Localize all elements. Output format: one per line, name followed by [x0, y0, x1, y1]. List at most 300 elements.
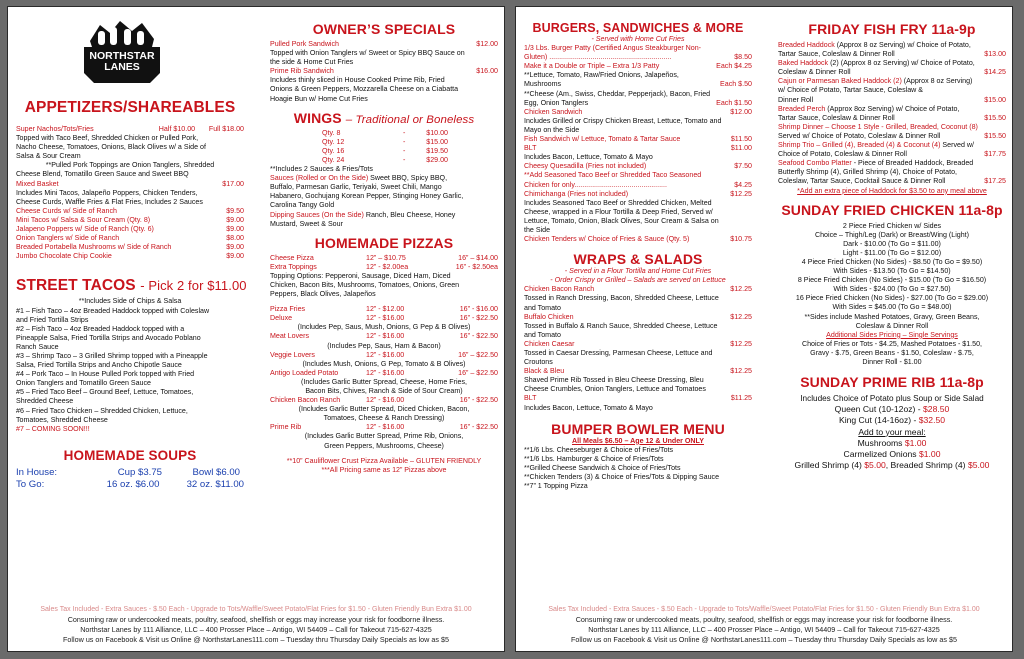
appetizer-item	[16, 207, 244, 216]
wrap-line	[524, 385, 752, 394]
nachos-row	[16, 125, 244, 134]
wrap-line	[524, 376, 752, 385]
chicken-line: With Sides - $13.50 (To Go = $14.50)	[833, 267, 951, 276]
burger-line-price: $12.25	[730, 189, 752, 198]
burger-line-text: Cheesy Quesadilla (Fries not included)	[524, 162, 647, 171]
fish-line-text	[778, 41, 971, 50]
pizza-12: 12” – $10.75	[366, 253, 406, 262]
pizza-desc: (Includes Pep, Saus, Ham & Bacon)	[327, 341, 441, 350]
fish-line-text	[778, 105, 959, 114]
burger-line	[524, 217, 752, 226]
fish-line-text	[778, 168, 957, 177]
pizza-name: Meat Lovers	[270, 332, 310, 341]
burger-line	[524, 135, 752, 144]
burger-line-price: Each $4.25	[716, 62, 752, 71]
wrap-line-text: Croutons	[524, 358, 553, 367]
shrimp-addon	[778, 460, 1006, 471]
taco-line: #4 – Pork Taco – In House Pulled Pork topped with Fried	[16, 370, 195, 379]
bowler-item: **1/6 Lbs. Cheeseburger & Choice of Fries/Tots	[524, 445, 674, 454]
wrap-line	[524, 404, 752, 413]
wraps-subtitle-1: - Served in a Flour Tortilla and Home Cut Fries	[564, 267, 712, 276]
fish-line-text	[778, 96, 813, 105]
wings-title-text: WINGS	[293, 109, 342, 126]
burger-line	[524, 144, 752, 153]
pizza-16: 16” – $14.00	[458, 253, 498, 262]
add-to-meal: Add to your meal:	[858, 426, 926, 437]
wraps-list	[524, 285, 752, 412]
wings-qty: Qty. 12	[322, 137, 345, 146]
wrap-line-text: Includes Bacon, Lettuce, Tomato & Mayo	[524, 403, 653, 412]
pizza-12: 12” - $12.00	[366, 305, 405, 314]
bowler-subtitle: All Meals $6.50 – Age 12 & Under ONLY	[572, 436, 704, 445]
fish-item-desc: Coleslaw & Dinner Roll	[778, 68, 851, 77]
burger-line	[524, 190, 752, 199]
soups-to-go-row	[16, 479, 244, 491]
fish-line	[778, 105, 1006, 114]
fish-line-text	[778, 177, 945, 186]
nachos-full: Full $18.00	[208, 125, 244, 133]
mushrooms-price: $1.00	[904, 437, 927, 448]
fish-item-desc: Tartar Sauce, Coleslaw & Dinner Roll	[778, 113, 895, 122]
footer-tax-line: Sales Tax Included - Extra Sauces - $.50 Each - Upgrade to Tots/Waffle/Sweet Potato/Flat Fries for $1.50 - Gluten Friendly Bun Extra $1.00	[40, 606, 472, 613]
wrap-line	[524, 358, 752, 367]
wraps-title: WRAPS & SALADS	[573, 251, 703, 268]
fish-line	[778, 159, 1006, 168]
burger-line-price: $11.00	[730, 144, 752, 153]
pizza-name: Deluxe	[270, 314, 293, 323]
wings-qty-row	[270, 156, 498, 165]
footer-warning-line: Consuming raw or undercooked meats, poultry, seafood, shellfish or eggs may increase your risk for foodborne illness.	[67, 615, 445, 624]
mushrooms-label: Mushrooms	[857, 437, 905, 448]
burger-line	[524, 62, 752, 71]
burgers-title: BURGERS, SANDWICHES & MORE	[532, 21, 744, 35]
street-tacos-title-text: STREET TACOS	[16, 277, 136, 295]
svg-text:LANES: LANES	[104, 61, 140, 73]
burger-line-text: Chicken for only...............................................	[524, 180, 667, 189]
chicken-line: With Sides = $45.00 (To Go = $48.00)	[832, 303, 952, 312]
cauliflower-note: **10” Cauliflower Crust Pizza Available – GLUTEN FRIENDLY	[286, 456, 482, 465]
special-price: $12.00	[476, 40, 498, 48]
wings-sauces-2: Buffalo, Parmesan Garlic, Teriyaki, Sweet Chili, Mango	[270, 183, 442, 192]
pizza-row	[270, 332, 498, 341]
wings-qty: Qty. 16	[322, 146, 345, 155]
fish-item-desc: Dinner Roll	[778, 95, 814, 104]
wrap-line-price: $12.25	[730, 312, 752, 321]
pizza-desc: (Includes Pep, Saus, Mush, Onions, G Pep & B Olives)	[297, 323, 471, 332]
burger-line-price: Each $1.50	[716, 98, 752, 107]
nachos-name: Super Nachos/Tots/Fries	[16, 125, 94, 133]
right-page-column-2	[778, 15, 1006, 471]
fish-fry-title: FRIDAY FISH FRY 11a-9p	[808, 21, 976, 37]
wrap-line-price: $12.25	[730, 285, 752, 294]
bowler-item: **Chicken Tenders (3) & Choice of Fries/Tots & Dipping Sauce	[524, 473, 720, 482]
taco-line: Ranch Sauce	[16, 342, 59, 351]
wrap-line-price: $12.25	[730, 367, 752, 376]
taco-line: Onion Tanglers and Tomatillo Green Sauce	[16, 379, 151, 388]
wings-sauces-1	[270, 174, 498, 183]
footer-warning-line: Consuming raw or undercooked meats, poultry, seafood, shellfish or eggs may increase your risk for foodborne illness.	[575, 615, 953, 624]
taco-line: #5 – Fried Taco Beef – Ground Beef, Lettuce, Tomatoes,	[16, 388, 194, 397]
sides-line: Dinner Roll - $1.00	[862, 358, 922, 366]
appetizer-item	[16, 225, 244, 234]
footer-address-line: Northstar Lanes by 111 Alliance, LLC – 400 Prosser Place – Antigo, WI 54409 – Call for Takeout 715-627-4325	[80, 625, 432, 634]
pizza-name: Prime Rib	[270, 423, 302, 432]
fish-item-name: Cajun or Parmesan Baked Haddock (2)	[778, 77, 902, 86]
pizza-16: 16” – $22.50	[458, 368, 498, 377]
appetizer-name: Breaded Portabella Mushrooms w/ Side of Ranch	[16, 243, 172, 252]
queen-cut-price: $28.50	[923, 404, 950, 415]
burger-line-price: $11.50	[730, 135, 752, 144]
king-cut-label: King Cut (14-16oz) -	[838, 415, 919, 426]
wrap-line	[524, 340, 752, 349]
wings-dipping-1	[270, 211, 498, 220]
soups-in-house-cup: Cup $3.75	[117, 466, 162, 478]
chicken-line: With Sides - $24.00 (To Go = $27.50)	[833, 285, 951, 294]
wings-sauces-text: Sweet BBQ, Spicy BBQ,	[368, 174, 448, 183]
appetizer-name: Jalapeno Poppers w/ Side of Ranch (Qty. 6)	[16, 225, 154, 234]
prime-rib-title: SUNDAY PRIME RIB 11a-8p	[800, 374, 984, 391]
burger-line-text: Egg, Onion Tanglers	[524, 98, 589, 107]
wings-sauces-3: Habanero, Gochujang Korean Pepper, Stinging Honey Garlic,	[270, 192, 464, 201]
bowler-item: **7” 1 Topping Pizza	[524, 482, 588, 491]
chicken-line: 2 Piece Fried Chicken w/ Sides	[842, 221, 942, 230]
wings-price: $29.00	[426, 155, 448, 164]
pizza-12: 12” - $16.00	[366, 423, 405, 432]
burger-line-text: 1/3 Lbs. Burger Patty (Certified Angus Steakburger Non-	[524, 44, 702, 53]
fish-line	[778, 141, 1006, 150]
wrap-line-text: BLT	[524, 394, 537, 403]
wrap-line-text: and Tomato	[524, 330, 561, 339]
fish-item-price: $17.75	[984, 150, 1006, 159]
wrap-line	[524, 331, 752, 340]
pizza-12: 12” - $16.00	[366, 368, 405, 377]
appetizer-price: $8.00	[226, 234, 244, 243]
wrap-line-text: Shaved Prime Rib Tossed in Bleu Cheese Dressing, Bleu	[524, 376, 704, 385]
wrap-line	[524, 322, 752, 331]
burger-line-text: Includes Seasoned Taco Beef or Shredded Chicken, Melted	[524, 198, 712, 207]
fish-line-text	[778, 114, 895, 123]
fish-item-desc: (Approx 8 oz Serving)	[901, 77, 973, 86]
chicken-line: Choice – Thigh/Leg (Dark) or Breast/Wing (Light)	[814, 230, 970, 239]
pizzas-title: HOMEMADE PIZZAS	[314, 234, 454, 251]
burger-line-text: Chimichanga (Fries not included)	[524, 189, 629, 198]
appetizer-price: $9.00	[226, 243, 244, 252]
burgers-subtitle: - Served with Home Cut Fries	[591, 35, 685, 43]
special-desc: the side & Home Cut Fries	[270, 58, 354, 67]
footer-address-line: Northstar Lanes by 111 Alliance, LLC – 400 Prosser Place – Antigo, WI 54409 – Call for Takeout 715-627-4325	[588, 625, 940, 634]
fish-line-text	[778, 77, 972, 86]
fried-chicken-title: SUNDAY FRIED CHICKEN 11a-8p	[781, 201, 1003, 218]
pizza-desc: Green Peppers, Mushrooms, Cheese)	[324, 441, 444, 450]
pizza-name: Pizza Fries	[270, 305, 306, 314]
pizza-desc: (Includes Mush, Onions, G Pep, Tomato & B Olives)	[302, 359, 466, 368]
special-desc: Includes thinly sliced in House Cooked Prime Rib, Fried	[270, 76, 445, 85]
appetizer-price: $9.50	[226, 206, 244, 215]
pizza-name: Veggie Lovers	[270, 350, 315, 359]
fish-item-name: Breaded Perch	[778, 104, 826, 113]
pricing-note: ***All Pricing same as 12” Pizzas above	[321, 465, 447, 474]
burger-line-price: $10.75	[730, 235, 752, 244]
burger-line-text: Cheese, wrapped in a Flour Tortilla & Deep Fried, Served w/	[524, 207, 713, 216]
special-name: Pulled Pork Sandwich	[270, 40, 340, 48]
left-page-column-1	[16, 15, 247, 491]
fish-line	[778, 59, 1006, 68]
wrap-line-text: and Tomato	[524, 303, 561, 312]
fish-line	[778, 150, 1006, 159]
fish-item-desc: (Approx 8 oz Serving) w/ Choice of Potato,	[834, 41, 971, 49]
wings-dipping-text: Ranch, Bleu Cheese, Honey	[363, 210, 456, 219]
toppings-desc: Peppers, Black Olives, Jalapeños	[270, 290, 376, 299]
taco-line: and Fried Tortilla Strips	[16, 315, 89, 324]
king-cut	[778, 415, 1006, 426]
fish-line	[778, 41, 1006, 50]
pizza-desc: Bacon Bits, Chives, Ranch & Side of Sour Cream)	[305, 387, 463, 395]
wrap-line-text: Tossed in Buffalo & Ranch Sauce, Shredded Cheese, Lettuce	[524, 321, 718, 330]
appetizer-name: Jumbo Chocolate Chip Cookie	[16, 252, 112, 261]
pizza-16: 16” - $22.50	[459, 314, 498, 323]
special-desc: Hoagie Bun w/ Home Cut Fries	[270, 94, 368, 103]
burger-line-text: Includes Grilled or Crispy Chicken Breast, Lettuce, Tomato and	[524, 116, 722, 125]
left-footer	[8, 605, 504, 645]
taco-line: Salsa, Fried Tortilla Strips and Ancho Chipotle Sauce	[16, 361, 182, 370]
burger-line-text: Make it a Double or Triple – Extra 1/3 Patty	[524, 62, 660, 71]
special-item	[270, 40, 498, 49]
wrap-line-text: Buffalo Chicken	[524, 312, 574, 321]
fish-item-price: $14.25	[984, 68, 1006, 77]
fish-line-text	[778, 159, 973, 168]
onions-addon	[778, 449, 1006, 460]
fish-line	[778, 86, 1006, 95]
soups-table	[16, 467, 244, 491]
breaded-shrimp-label: , Breaded Shrimp (4)	[885, 460, 968, 471]
sides-pricing-title: Additional Sides Pricing – Single Servings	[826, 330, 958, 339]
fish-line-text	[778, 50, 895, 59]
burger-line	[524, 71, 752, 80]
pizza-16: 16” - $2.50ea	[455, 262, 498, 271]
fish-item-desc: - Piece of Breaded Haddock, Breaded	[851, 159, 974, 168]
wrap-line-text: Chicken Bacon Ranch	[524, 285, 595, 294]
burger-line-price: Each $.50	[720, 80, 752, 89]
pizza-desc: (Includes Garlic Butter Spread, Diced Chicken, Bacon,	[298, 405, 470, 414]
pizza-name: Chicken Bacon Ranch	[270, 396, 341, 405]
burger-line	[524, 53, 752, 62]
wings-sauces-4: Carolina Tangy Gold	[270, 201, 335, 210]
fish-item-name: Shrimp Trio – Grilled (4), Breaded (4) & Coconut (4)	[778, 141, 941, 150]
burger-line-price: $7.50	[734, 162, 752, 171]
burger-line-text: **Add Seasoned Taco Beef or Shredded Taco Seasoned	[524, 171, 702, 180]
wrap-line-text: Cheese Crumbles, Onion Tanglers, Lettuce and Tomatoes	[524, 385, 706, 394]
burger-line-price: $8.50	[734, 53, 752, 62]
pizza-row	[270, 396, 498, 405]
pizza-16: 16” – $22.50	[458, 350, 498, 359]
burger-line	[524, 226, 752, 235]
fish-item-price: $17.25	[984, 177, 1006, 186]
chicken-line: **Sides include Mashed Potatoes, Gravy, Green Beans,	[804, 312, 980, 321]
appetizer-item	[16, 252, 244, 261]
burger-line-text: **Cheese (Am., Swiss, Cheddar, Pepperjack), Bacon, Fried	[524, 89, 711, 98]
taco-line: #2 – Fish Taco – 4oz Breaded Haddock topped with a	[16, 324, 185, 333]
sides-line: Choice of Fries or Tots - $4.25, Mashed Potatoes - $1.50,	[801, 339, 983, 348]
fish-line	[778, 50, 1006, 59]
wings-qty-row	[270, 138, 498, 147]
nachos-desc-3: Salsa & Sour Cream	[16, 152, 81, 161]
wings-title-sub: – Traditional or Boneless	[345, 113, 475, 126]
fish-line-text	[778, 86, 923, 95]
fish-line	[778, 123, 1006, 132]
taco-line: #6 – Fried Taco Chicken – Shredded Chicken, Lettuce,	[16, 406, 188, 415]
burger-line	[524, 99, 752, 108]
toppings-desc: Topping Options: Pepperoni, Sausage, Diced Ham, Diced	[270, 271, 451, 280]
pizza-name: Antigo Loaded Potato	[270, 368, 339, 377]
fish-line-text	[778, 150, 907, 159]
soups-to-go-label: To Go:	[16, 478, 45, 490]
taco-line: #7 – COMING SOON!!!	[16, 424, 90, 433]
special-name: Prime Rib Sandwich	[270, 67, 334, 76]
nachos-desc-1: Topped with Taco Beef, Shredded Chicken or Pulled Pork,	[16, 134, 199, 143]
burger-line	[524, 108, 752, 117]
pizza-row	[270, 305, 498, 314]
fish-item-price: $15.50	[984, 131, 1006, 140]
pizza-16: 16” - $22.50	[459, 332, 498, 341]
pizza-16: 16” - $22.50	[459, 396, 498, 405]
wrap-line-price: $11.25	[730, 394, 752, 403]
pizza-row	[270, 254, 498, 263]
burger-line-text: **Lettuce, Tomato, Raw/Fried Onions, Jalapeños,	[524, 71, 679, 80]
pizza-row	[270, 314, 498, 323]
pizza-name: Cheese Pizza	[270, 253, 314, 262]
owners-specials-title: OWNER’S SPECIALS	[312, 21, 456, 37]
burger-line	[524, 235, 752, 244]
pizza-name: Extra Toppings	[270, 262, 317, 271]
mushrooms-addon	[778, 438, 1006, 449]
wings-dash: -	[402, 137, 406, 146]
soups-in-house-label: In House:	[16, 466, 58, 478]
pizza-row	[270, 351, 498, 360]
appetizer-price: $9.00	[226, 215, 244, 224]
fish-item-price: $13.00	[984, 50, 1006, 59]
soups-title: HOMEMADE SOUPS	[63, 447, 197, 463]
fish-line-text	[778, 68, 851, 77]
soups-to-go-cup: 16 oz. $6.00	[106, 478, 160, 490]
fish-item-name: Seafood Combo Platter	[778, 159, 852, 168]
mixed-desc-1: Includes Mini Tacos, Jalapeño Poppers, Chicken Tenders,	[16, 188, 198, 197]
burger-line-text: Mayo on the Side	[524, 125, 580, 134]
appetizer-name: Onion Tanglers w/ Side of Ranch	[16, 234, 120, 243]
wings-price: $10.00	[426, 128, 448, 137]
fish-line	[778, 132, 1006, 141]
wrap-line-text: Chicken Caesar	[524, 339, 575, 348]
fish-item-name: Breaded Haddock	[778, 41, 835, 49]
king-cut-price: $32.50	[918, 415, 946, 426]
pizza-row	[270, 369, 498, 378]
burger-line	[524, 208, 752, 217]
fish-line-text	[778, 123, 978, 132]
fish-line-text	[778, 132, 940, 141]
bowler-item: **Grilled Cheese Sandwich & Choice of Fries/Tots	[524, 463, 681, 472]
chicken-line: Coleslaw & Dinner Roll	[855, 321, 929, 330]
burger-line	[524, 126, 752, 135]
fish-item-desc: Tartar Sauce, Coleslaw & Dinner Roll	[778, 50, 895, 59]
wings-price: $19.50	[426, 146, 448, 155]
footer-social-line: Follow us on Facebook & Visit us Online @ NorthstarLanes111.com – Tuesday thru Thursday Daily Specials as low as $5	[571, 635, 957, 644]
fish-item-desc: Butterfly Shrimp (4), Grilled Shrimp (4), Choice of Potato,	[778, 168, 957, 177]
fish-line	[778, 96, 1006, 105]
special-price: $16.00	[476, 67, 498, 76]
pizza-12: 12” - $16.00	[366, 396, 405, 405]
wings-dash: -	[402, 128, 406, 137]
fish-item-name: Baked Haddock	[778, 59, 829, 68]
wrap-line	[524, 304, 752, 313]
appetizer-item	[16, 234, 244, 243]
prime-rib-includes: Includes Choice of Potato plus Soup or Side Salad	[800, 394, 984, 404]
fish-item-name: Shrimp Dinner – Choose 1 Style - Grilled, Breaded, Coconut (8)	[778, 122, 978, 131]
chicken-line: 8 Piece Fried Chicken (No Sides) - $15.00 (To Go = $16.50)	[797, 276, 987, 285]
chicken-line: 4 Piece Fried Chicken (No Sides) - $8.50 (To Go = $9.50)	[801, 257, 983, 266]
wings-qty-row	[270, 147, 498, 156]
grilled-shrimp-label: Grilled Shrimp (4)	[794, 460, 865, 471]
burger-line	[524, 171, 752, 180]
wrap-line	[524, 294, 752, 303]
fish-line	[778, 177, 1006, 186]
fish-item-price: $15.00	[984, 95, 1006, 104]
burgers-list	[524, 44, 752, 244]
street-tacos-price: - Pick 2 for $11.00	[140, 278, 247, 294]
pizza-row	[270, 423, 498, 432]
special-desc: Onions & Green Peppers, Mozzarella Cheese on a Ciabatta	[270, 85, 459, 94]
wings-title	[270, 110, 498, 126]
taco-line: #3 – Shrimp Taco – 3 Grilled Shrimp topped with a Pineapple	[16, 351, 208, 360]
breaded-shrimp-price: $5.00	[967, 460, 990, 471]
special-desc: Topped with Onion Tanglers w/ Sweet or Spicy BBQ Sauce on	[270, 49, 465, 58]
fish-line-text	[778, 141, 974, 150]
fish-line	[778, 77, 1006, 86]
fish-item-desc: w/ Choice of Potato, Tartar Sauce, Coleslaw &	[778, 86, 923, 95]
taco-line: Pineapple Salsa, Fried Tortilla Strips and Avocado Poblano	[16, 333, 201, 342]
burger-line-text: Fish Sandwich w/ Lettuce, Tomato & Tartar Sauce	[524, 135, 681, 144]
fish-item-desc: Coleslaw, Tartar Sauce, Cocktail Sauce & Dinner Roll	[778, 177, 946, 186]
grilled-shrimp-price: $5.00	[864, 460, 886, 471]
pizza-16: 16” - $22.50	[459, 423, 498, 432]
queen-cut	[778, 404, 1006, 415]
chicken-line: Light - $11.00 (To Go = $12.00)	[842, 248, 942, 257]
burger-line	[524, 181, 752, 190]
right-footer	[516, 605, 1012, 645]
menu-page-left	[7, 6, 505, 652]
svg-text:NORTHSTAR: NORTHSTAR	[89, 50, 155, 62]
tacos-note: **Includes Side of Chips & Salsa	[78, 297, 182, 306]
wraps-subtitle-2: - Order Crispy or Grilled – Salads are served on Lettuce	[550, 276, 726, 285]
left-page-column-2	[270, 15, 498, 475]
wings-qty: Qty. 8	[322, 128, 341, 137]
burger-line-text: Gluten) ..............................................................	[524, 53, 672, 62]
chicken-line: Dark - $10.00 (To Go = $11.00)	[843, 239, 941, 248]
pizza-12: 12” - $16.00	[366, 314, 405, 323]
fish-line-text	[778, 59, 975, 68]
bowler-item: **1/6 Lbs. Hamburger & Choice of Fries/Tots	[524, 454, 664, 463]
appetizer-name: Cheese Curds w/ Side of Ranch	[16, 206, 117, 215]
wings-dash: -	[402, 146, 406, 155]
burger-line-text: Mushrooms	[524, 80, 562, 89]
mixed-desc-2: Cheese Curds, Waffle Fries & Flat Fries, Includes 2 Sauces	[16, 197, 203, 206]
wrap-line-price: $12.25	[730, 339, 752, 348]
wrap-line	[524, 367, 752, 376]
burger-line-text: Includes Bacon, Lettuce, Tomato & Mayo	[524, 153, 653, 162]
pizza-12: 12” - $16.00	[366, 350, 405, 359]
burger-line-price: $4.25	[734, 180, 752, 189]
mixed-basket-row	[16, 180, 244, 189]
burger-line-text: Chicken Tenders w/ Choice of Fries & Sauce (Qty. 5)	[524, 235, 690, 244]
pizza-16: 16” - $16.00	[459, 305, 498, 314]
